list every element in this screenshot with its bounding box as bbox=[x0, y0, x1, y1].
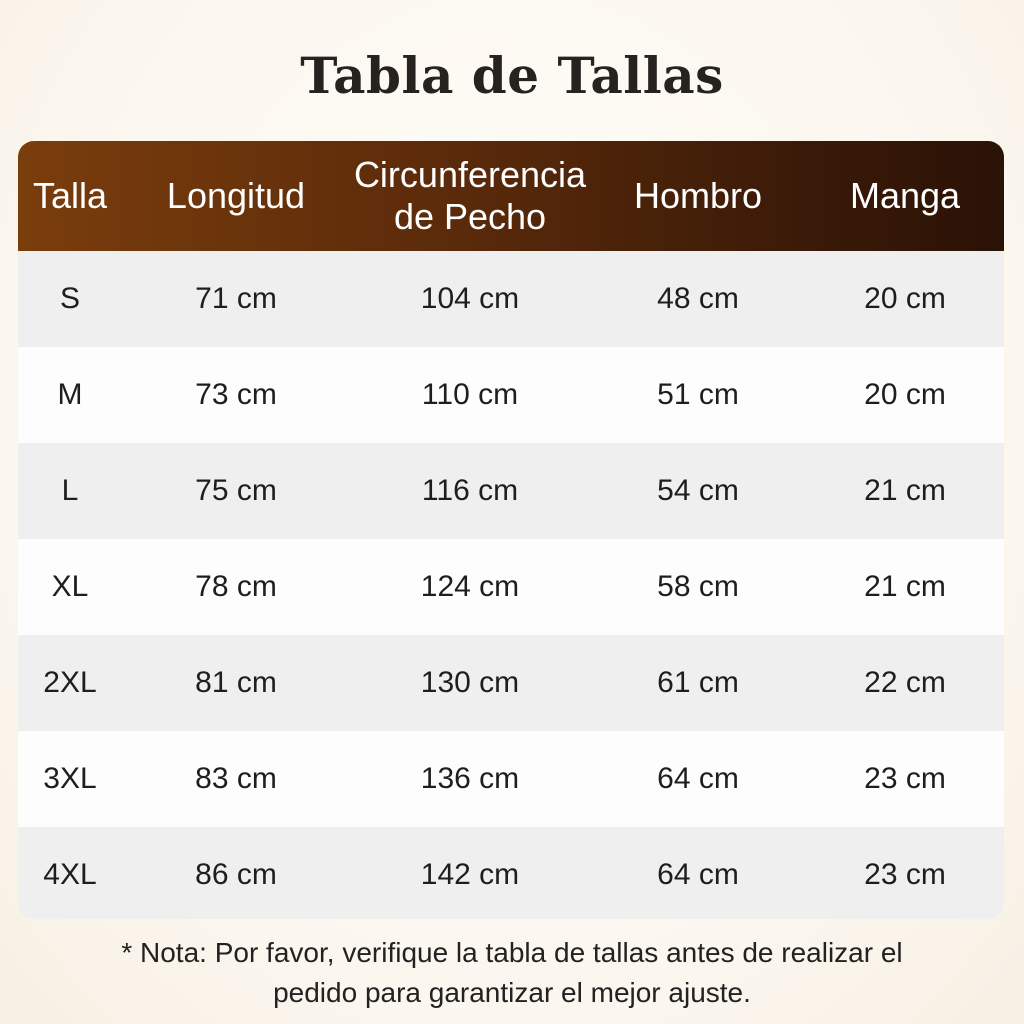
header-chest-line2: de Pecho bbox=[393, 196, 547, 237]
header-sleeve: Manga bbox=[849, 175, 961, 216]
page-title: Tabla de Tallas bbox=[300, 46, 724, 105]
cell-length: 86 cm bbox=[195, 858, 277, 891]
header-shoulder: Hombro bbox=[633, 175, 763, 216]
cell-length: 78 cm bbox=[195, 570, 277, 603]
cell-chest: 124 cm bbox=[420, 570, 520, 603]
cell-size: M bbox=[57, 378, 83, 411]
header-chest-line1: Circunferencia bbox=[353, 154, 587, 195]
footnote-line1: * Nota: Por favor, verifique la tabla de tallas antes de realizar el bbox=[121, 937, 903, 968]
cell-sleeve: 21 cm bbox=[864, 474, 946, 507]
cell-sleeve: 20 cm bbox=[864, 378, 946, 411]
cell-sleeve: 23 cm bbox=[864, 858, 946, 891]
table-header bbox=[18, 141, 1004, 251]
cell-chest: 116 cm bbox=[421, 474, 519, 507]
cell-length: 83 cm bbox=[195, 762, 277, 795]
cell-shoulder: 54 cm bbox=[657, 474, 739, 507]
cell-length: 71 cm bbox=[195, 282, 277, 315]
cell-length: 75 cm bbox=[195, 474, 277, 507]
cell-length: 73 cm bbox=[195, 378, 277, 411]
cell-chest: 130 cm bbox=[420, 666, 520, 699]
cell-sleeve: 22 cm bbox=[864, 666, 946, 699]
header-chest bbox=[350, 154, 590, 238]
cell-size: 2XL bbox=[43, 666, 97, 699]
cell-shoulder: 58 cm bbox=[657, 570, 739, 603]
footnote-line2: pedido para garantizar el mejor ajuste. bbox=[273, 977, 751, 1008]
table-row bbox=[18, 539, 1004, 635]
cell-sleeve: 20 cm bbox=[864, 282, 946, 315]
header-size: Talla bbox=[32, 175, 108, 216]
footnote bbox=[0, 933, 1024, 1013]
table-row bbox=[18, 827, 1004, 919]
table-row bbox=[18, 251, 1004, 347]
table-row bbox=[18, 731, 1004, 827]
cell-length: 81 cm bbox=[195, 666, 277, 699]
cell-chest: 136 cm bbox=[420, 762, 520, 795]
cell-chest: 142 cm bbox=[420, 858, 520, 891]
cell-shoulder: 64 cm bbox=[657, 858, 739, 891]
cell-sleeve: 21 cm bbox=[864, 570, 946, 603]
cell-chest: 104 cm bbox=[420, 282, 520, 315]
cell-shoulder: 61 cm bbox=[657, 666, 739, 699]
table-row bbox=[18, 635, 1004, 731]
header-length: Longitud bbox=[166, 175, 306, 216]
cell-chest: 110 cm bbox=[421, 378, 519, 411]
cell-sleeve: 23 cm bbox=[864, 762, 946, 795]
cell-size: L bbox=[61, 474, 79, 507]
size-table bbox=[18, 141, 1004, 919]
cell-shoulder: 51 cm bbox=[657, 378, 739, 411]
cell-size: 4XL bbox=[43, 858, 97, 891]
cell-shoulder: 48 cm bbox=[657, 282, 739, 315]
table-row bbox=[18, 443, 1004, 539]
cell-size: S bbox=[59, 282, 80, 315]
cell-size: XL bbox=[51, 570, 89, 603]
cell-shoulder: 64 cm bbox=[657, 762, 739, 795]
table-row bbox=[18, 347, 1004, 443]
cell-size: 3XL bbox=[43, 762, 97, 795]
